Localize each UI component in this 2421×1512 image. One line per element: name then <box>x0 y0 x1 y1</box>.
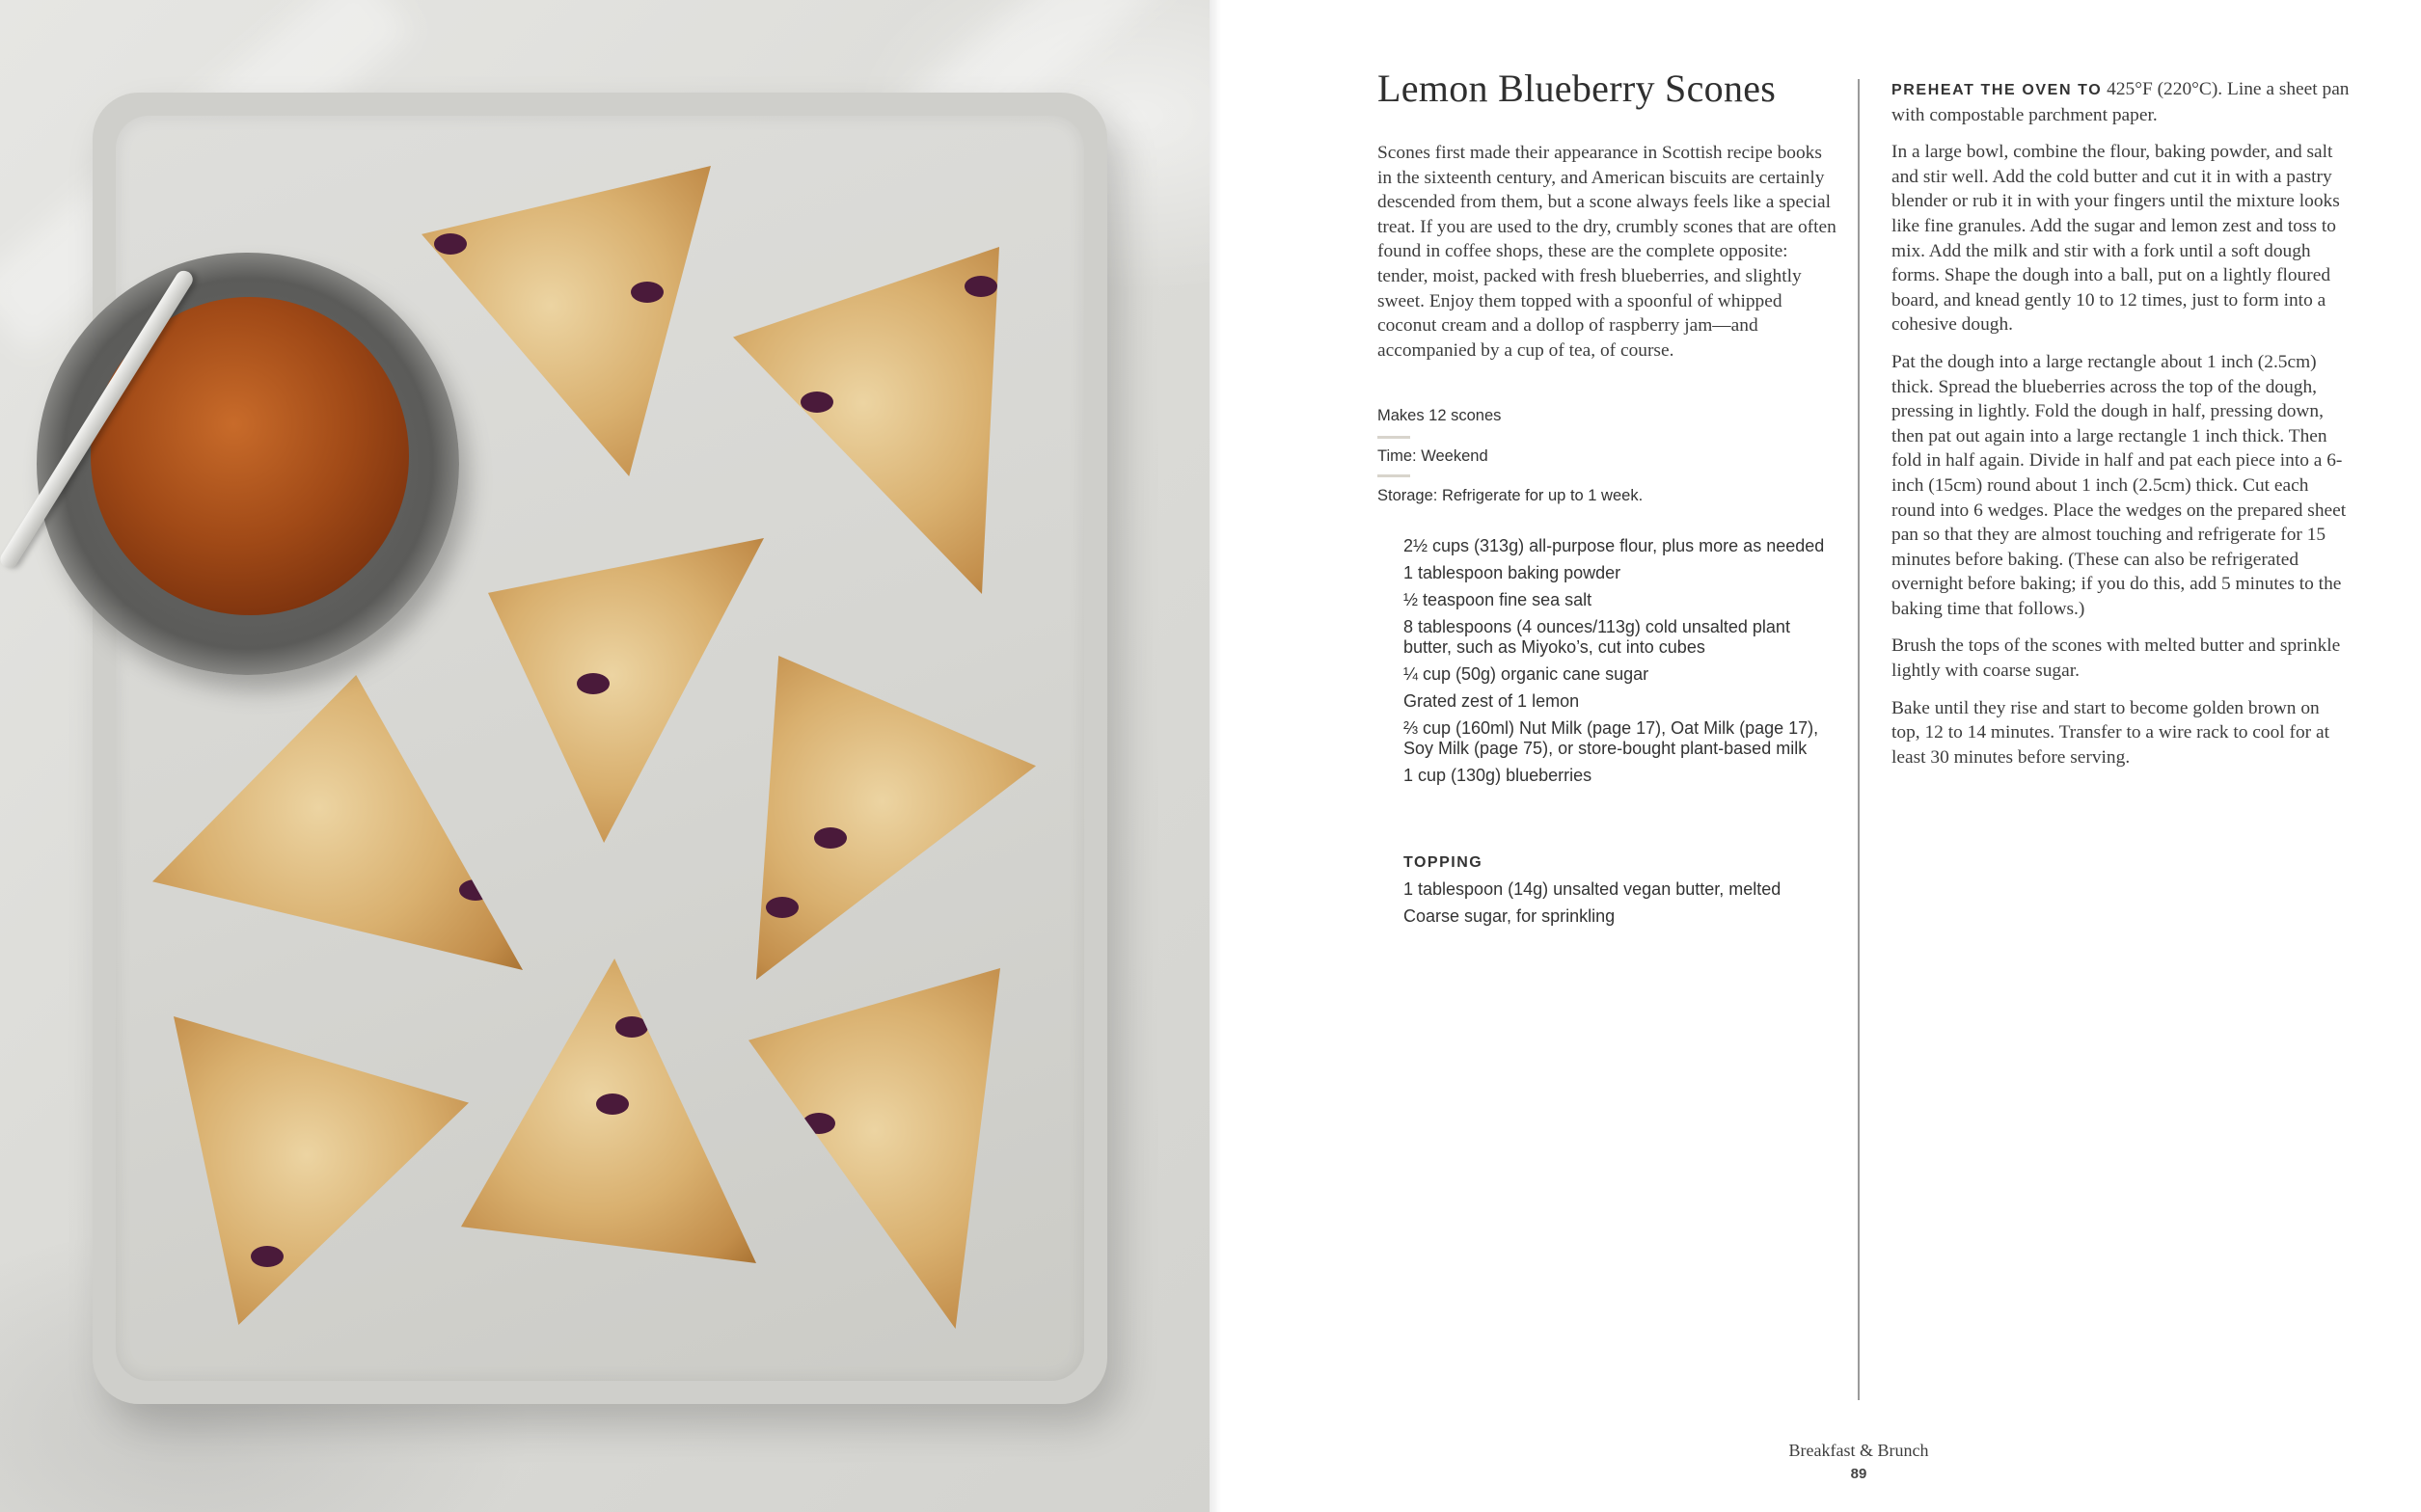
recipe-title: Lemon Blueberry Scones <box>1377 67 1777 110</box>
time-line: Time: Weekend <box>1377 447 1488 465</box>
storage-line: Storage: Refrigerate for up to 1 week. <box>1377 487 1644 504</box>
method-step-4: Brush the tops of the scones with melted butter and sprinkle lightly with coarse sugar. <box>1891 635 2341 682</box>
ingredient-item: ½ teaspoon fine sea salt <box>1403 590 1592 609</box>
step-lead-in: PREHEAT THE OVEN TO <box>1891 82 2103 98</box>
jam-bowl <box>37 253 459 675</box>
topping-heading: TOPPING <box>1403 854 1483 871</box>
blueberry <box>434 233 467 255</box>
ingredient-item: 1 tablespoon baking powder <box>1403 563 1621 582</box>
ingredient-item: 8 tablespoons (4 ounces/113g) cold unsalted plant butter, such as Miyoko’s, cut into cubes <box>1403 617 1790 657</box>
recipe-photo <box>0 0 1210 1512</box>
topping-list <box>1403 879 1828 933</box>
meta-rule <box>1377 474 1410 477</box>
ingredient-list <box>1403 536 1828 793</box>
method-step-1 <box>1891 77 2351 127</box>
ingredient-item: ¼ cup (50g) organic cane sugar <box>1403 664 1649 684</box>
blueberry <box>631 282 664 303</box>
page-gutter <box>1210 0 1221 1512</box>
topping-item: 1 tablespoon (14g) unsalted vegan butter, melted <box>1403 879 1782 899</box>
topping-item: Coarse sugar, for sprinkling <box>1403 906 1616 926</box>
blueberry <box>766 897 799 918</box>
method-step-2: In a large bowl, combine the flour, baking powder, and salt and stir well. Add the cold butter and cut it in with a pastry blender or rub it in with your fingers until the mixture looks like fine granules. Add the sugar and lemon zest and toss to mix. Add the milk and stir with a fork until a soft dough forms. Shape the dough into a ball, put on a lightly floured board, and knead gently 10 to 12 times, just to form into a cohesive dough. <box>1891 142 2340 336</box>
blueberry <box>577 673 610 694</box>
running-footer-section: Breakfast & Brunch <box>1788 1441 1929 1460</box>
blueberry <box>596 1094 629 1115</box>
method-step-5: Bake until they rise and start to become golden brown on top, 12 to 14 minutes. Transfer to a wire rack to cool for at least 30 minutes before serving. <box>1891 697 2329 768</box>
blueberry <box>801 392 833 413</box>
blueberry <box>965 276 997 297</box>
blueberry <box>251 1246 284 1267</box>
blueberry <box>814 827 847 849</box>
ingredient-item: Grated zest of 1 lemon <box>1403 691 1580 711</box>
step-1-text: 425°F (220°C). Line a sheet pan with compostable parchment paper. <box>1891 79 2350 125</box>
column-divider <box>1858 79 1860 1400</box>
recipe-intro: Scones first made their appearance in Scottish recipe books in the sixteenth century, and American biscuits are certainly descended from them, but a scone always feels like a special treat. If you are used to the dry, crumbly scones that are often found in coffee shops, these are the complete opposite: tender, moist, packed with fresh blueberries, and slightly sweet. Enjoy them topped with a spoonful of whipped coconut cream and a dollop of raspberry jam—and accompanied by a cup of tea, of course. <box>1377 143 1836 361</box>
page-number: 89 <box>1850 1466 1867 1482</box>
method-step-3: Pat the dough into a large rectangle about 1 inch (2.5cm) thick. Spread the blueberries across the top of the dough, pressing in lightly. Fold the dough in half, pressing down, then pat out again into a large rectangle 1 inch thick. Then fold in half again. Divide in half and pat each piece into a 6-inch (15cm) round about 1 inch (2.5cm) thick. Cut each round into 6 wedges. Place the wedges on the prepared sheet pan so that they are almost touching and refrigerate for 15 minutes before baking. (These can also be refrigerated overnight before baking; if you do this, add 5 minutes to the baking time that follows.) <box>1891 351 2347 619</box>
ingredient-item: ⅔ cup (160ml) Nut Milk (page 17), Oat Milk (page 17), Soy Milk (page 75), or store-bought plant-based milk <box>1403 718 1819 758</box>
yield-line: Makes 12 scones <box>1377 407 1502 424</box>
method-steps <box>1891 77 2351 782</box>
ingredient-item: 1 cup (130g) blueberries <box>1403 766 1592 785</box>
ingredient-item: 2½ cups (313g) all-purpose flour, plus more as needed <box>1403 536 1825 555</box>
meta-rule <box>1377 436 1410 439</box>
